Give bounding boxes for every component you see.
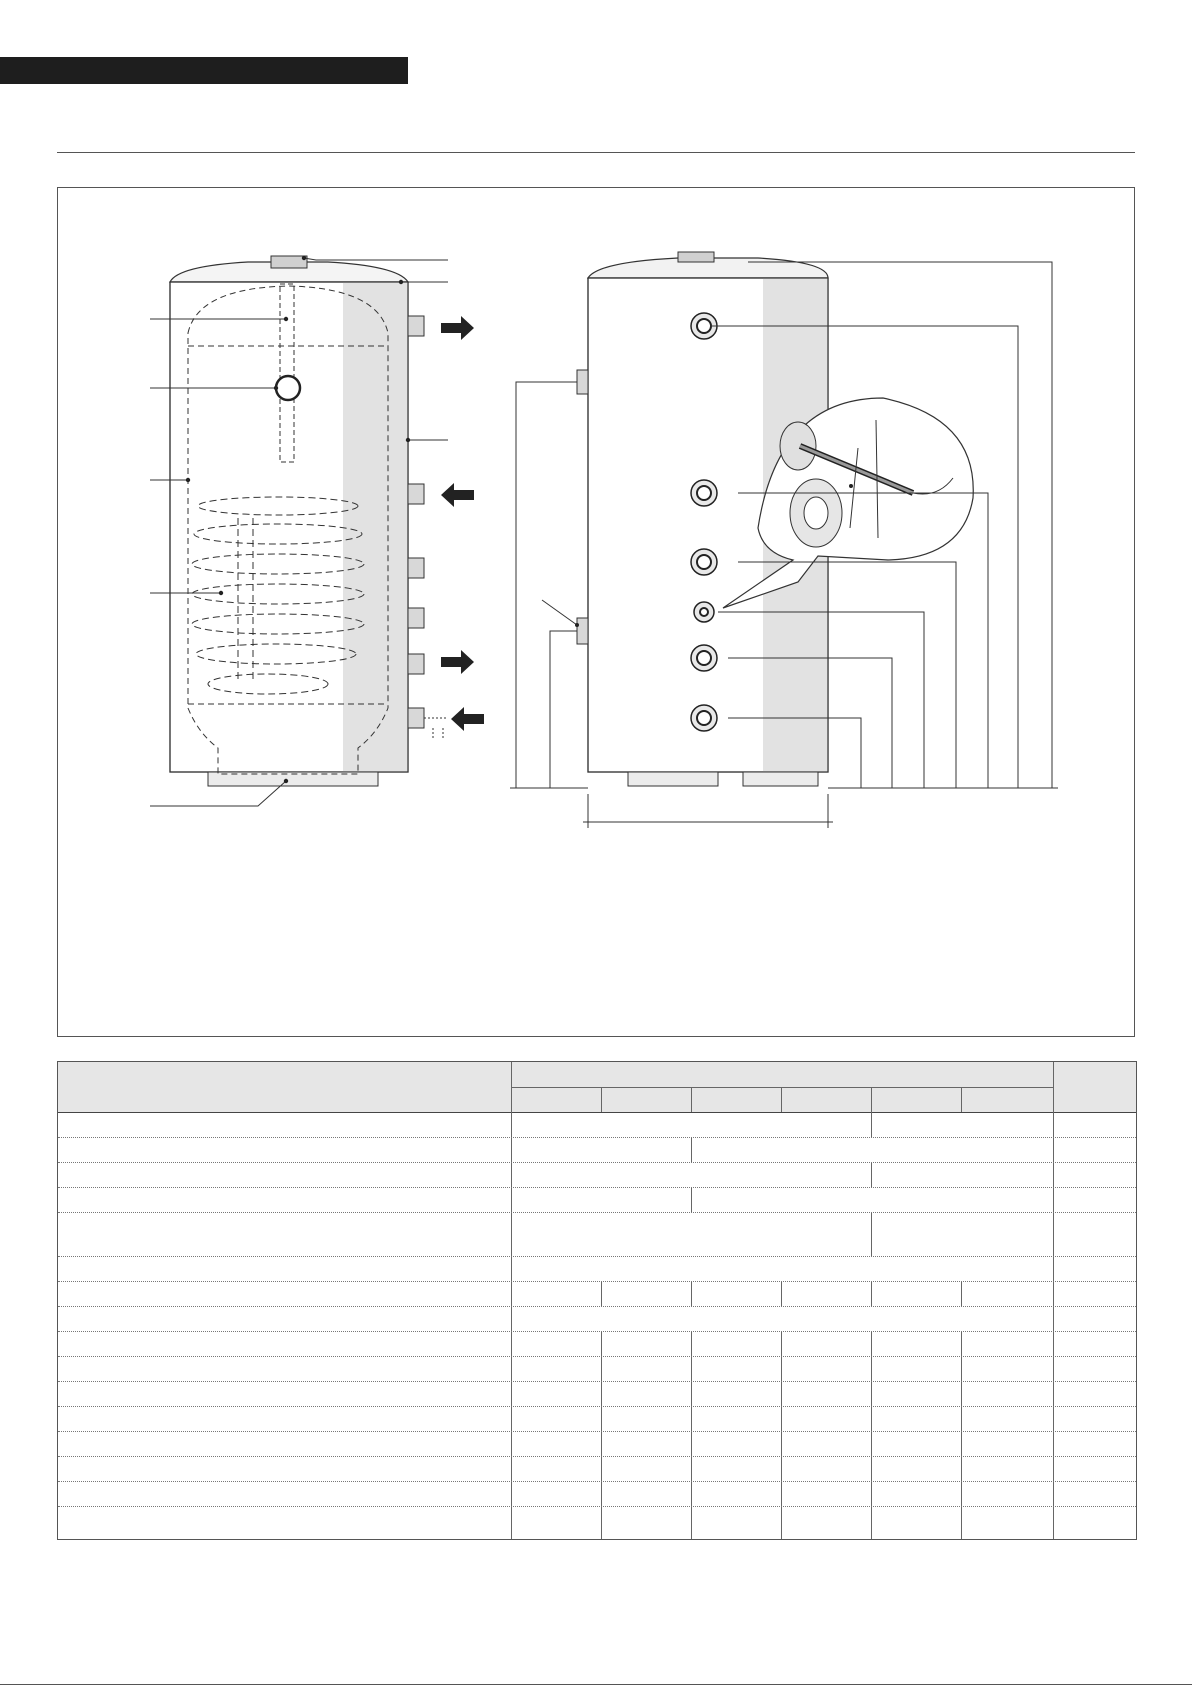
table-row — [58, 1187, 1136, 1188]
spec-table — [57, 1061, 1137, 1540]
table-row — [58, 1256, 1136, 1257]
tank-drawing — [58, 188, 1134, 1036]
tank-external-view — [510, 252, 1058, 828]
table-row — [58, 1431, 1136, 1432]
flow-arrows — [441, 316, 484, 731]
header-cell-description — [58, 1062, 511, 1112]
table-row — [58, 1162, 1136, 1163]
table-row — [58, 1212, 1136, 1213]
side-connections — [408, 316, 424, 728]
section-header-bar — [0, 57, 408, 84]
table-row — [58, 1506, 1136, 1507]
sensor-port — [276, 376, 300, 400]
header-cell-unit — [1053, 1062, 1136, 1112]
table-row — [58, 1306, 1136, 1307]
header-cell-models — [511, 1062, 1053, 1087]
table-row — [58, 1331, 1136, 1332]
tank-section-view — [150, 256, 484, 806]
tank-figure — [57, 187, 1135, 1037]
top-rule — [57, 152, 1135, 153]
tank-shade — [343, 282, 408, 772]
anode-cap — [271, 256, 307, 268]
col-rule-description — [511, 1062, 512, 1539]
table-row — [58, 1481, 1136, 1482]
table-row — [58, 1456, 1136, 1457]
table-row — [58, 1137, 1136, 1138]
table-row — [58, 1281, 1136, 1282]
table-row — [58, 1381, 1136, 1382]
table-row — [58, 1406, 1136, 1407]
col-rule-unit — [1053, 1062, 1054, 1539]
header-split — [511, 1087, 1053, 1088]
table-row — [58, 1356, 1136, 1357]
